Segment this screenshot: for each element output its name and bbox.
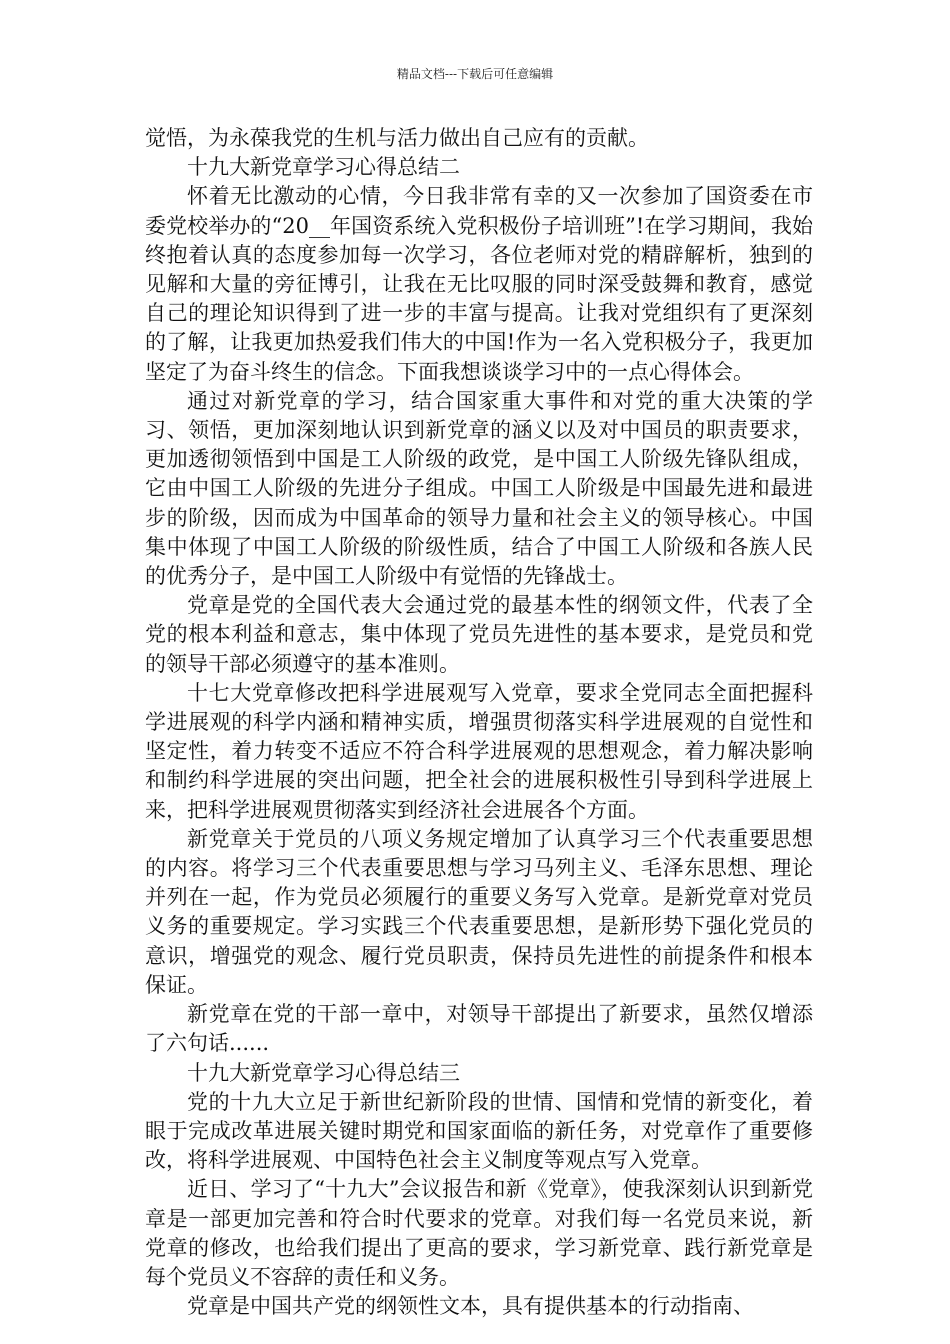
- paragraph: 通过对新党章的学习，结合国家重大事件和对党的重大决策的学习、领悟，更加深刻地认识到新党章的涵义以及对中国员的职责要求，更加透彻领悟到中国是工人阶级的政党，是中国工人阶级先锋队组成，它由中国工人阶级的先进分子组成。中国工人阶级是中国最先进和最进步的阶级，因而成为中国革命的领导力量和社会主义的领导核心。中国集中体现了中国工人阶级的阶级性质，结合了中国工人阶级和各族人民的优秀分子，是中国工人阶级中有觉悟的先锋战士。: [145, 388, 813, 589]
- page-header: 精品文档---下载后可任意编辑: [396, 67, 554, 81]
- paragraph: 觉悟，为永葆我党的生机与活力做出自己应有的贡献。: [145, 126, 649, 150]
- paragraph: 党的十九大立足于新世纪新阶段的世情、国情和党情的新变化，着眼于完成改革进展关键时期党和国家面临的新任务，对党章作了重要修改，将科学进展观、中国特色社会主义制度等观点写入党章。: [145, 1089, 813, 1173]
- paragraph: 新党章在党的干部一章中，对领导干部提出了新要求，虽然仅增添了六句话......: [145, 1002, 813, 1056]
- section-heading: 十九大新党章学习心得总结二: [187, 155, 460, 180]
- paragraph: 党章是党的全国代表大会通过党的最基本性的纲领文件，代表了全党的根本利益和意志，集中体现了党员先进性的基本要求，是党员和党的领导干部必须遵守的基本准则。: [145, 593, 813, 676]
- paragraph: 党章是中国共产党的纲领性文本，具有提供基本的行动指南、: [187, 1294, 754, 1319]
- paragraph: 新党章关于党员的八项义务规定增加了认真学习三个代表重要思想的内容。将学习三个代表重要思想与学习马列主义、毛泽东思想、理论并列在一起，作为党员必须履行的重要义务写入党章。是新党章对党员义务的重要规定。学习实践三个代表重要思想，是新形势下强化党员的意识，增强党的观念、履行党员职责，保持员先进性的前提条件和根本保证。: [145, 826, 813, 997]
- paragraph: 怀着无比激动的心情，今日我非常有幸的又一次参加了国资委在市委党校举办的“20__年国资系统入党积极份子培训班”!在学习期间，我始终抱着认真的态度参加每一次学习，各位老师对党的精辟解析，独到的见解和大量的旁征博引，让我在无比叹服的同时深受鼓舞和教育，感觉自己的理论知识得到了进一步的丰富与提高。让我对党组织有了更深刻的了解，让我更加热爱我们伟大的中国!作为一名入党积极分子，我更加坚定了为奋斗终生的信念。下面我想谈谈学习中的一点心得体会。: [145, 184, 813, 384]
- paragraph: 近日、学习了“十九大”会议报告和新《党章》，使我深刻认识到新党章是一部更加完善和符合时代要求的党章。对我们每一名党员来说，新党章的修改，也给我们提出了更高的要求，学习新党章、践行新党章是每个党员义不容辞的责任和义务。: [145, 1177, 813, 1289]
- paragraph: 十七大党章修改把科学进展观写入党章，要求全党同志全面把握科学进展观的科学内涵和精神实质，增强贯彻落实科学进展观的自觉性和坚定性，着力转变不适应不符合科学进展观的思想观念，着力解决影响和制约科学进展的突出问题，把全社会的进展积极性引导到科学进展上来，把科学进展观贯彻落实到经济社会进展各个方面。: [145, 680, 813, 822]
- section-heading: 十九大新党章学习心得总结三: [187, 1060, 460, 1085]
- document-body: [145, 124, 813, 1321]
